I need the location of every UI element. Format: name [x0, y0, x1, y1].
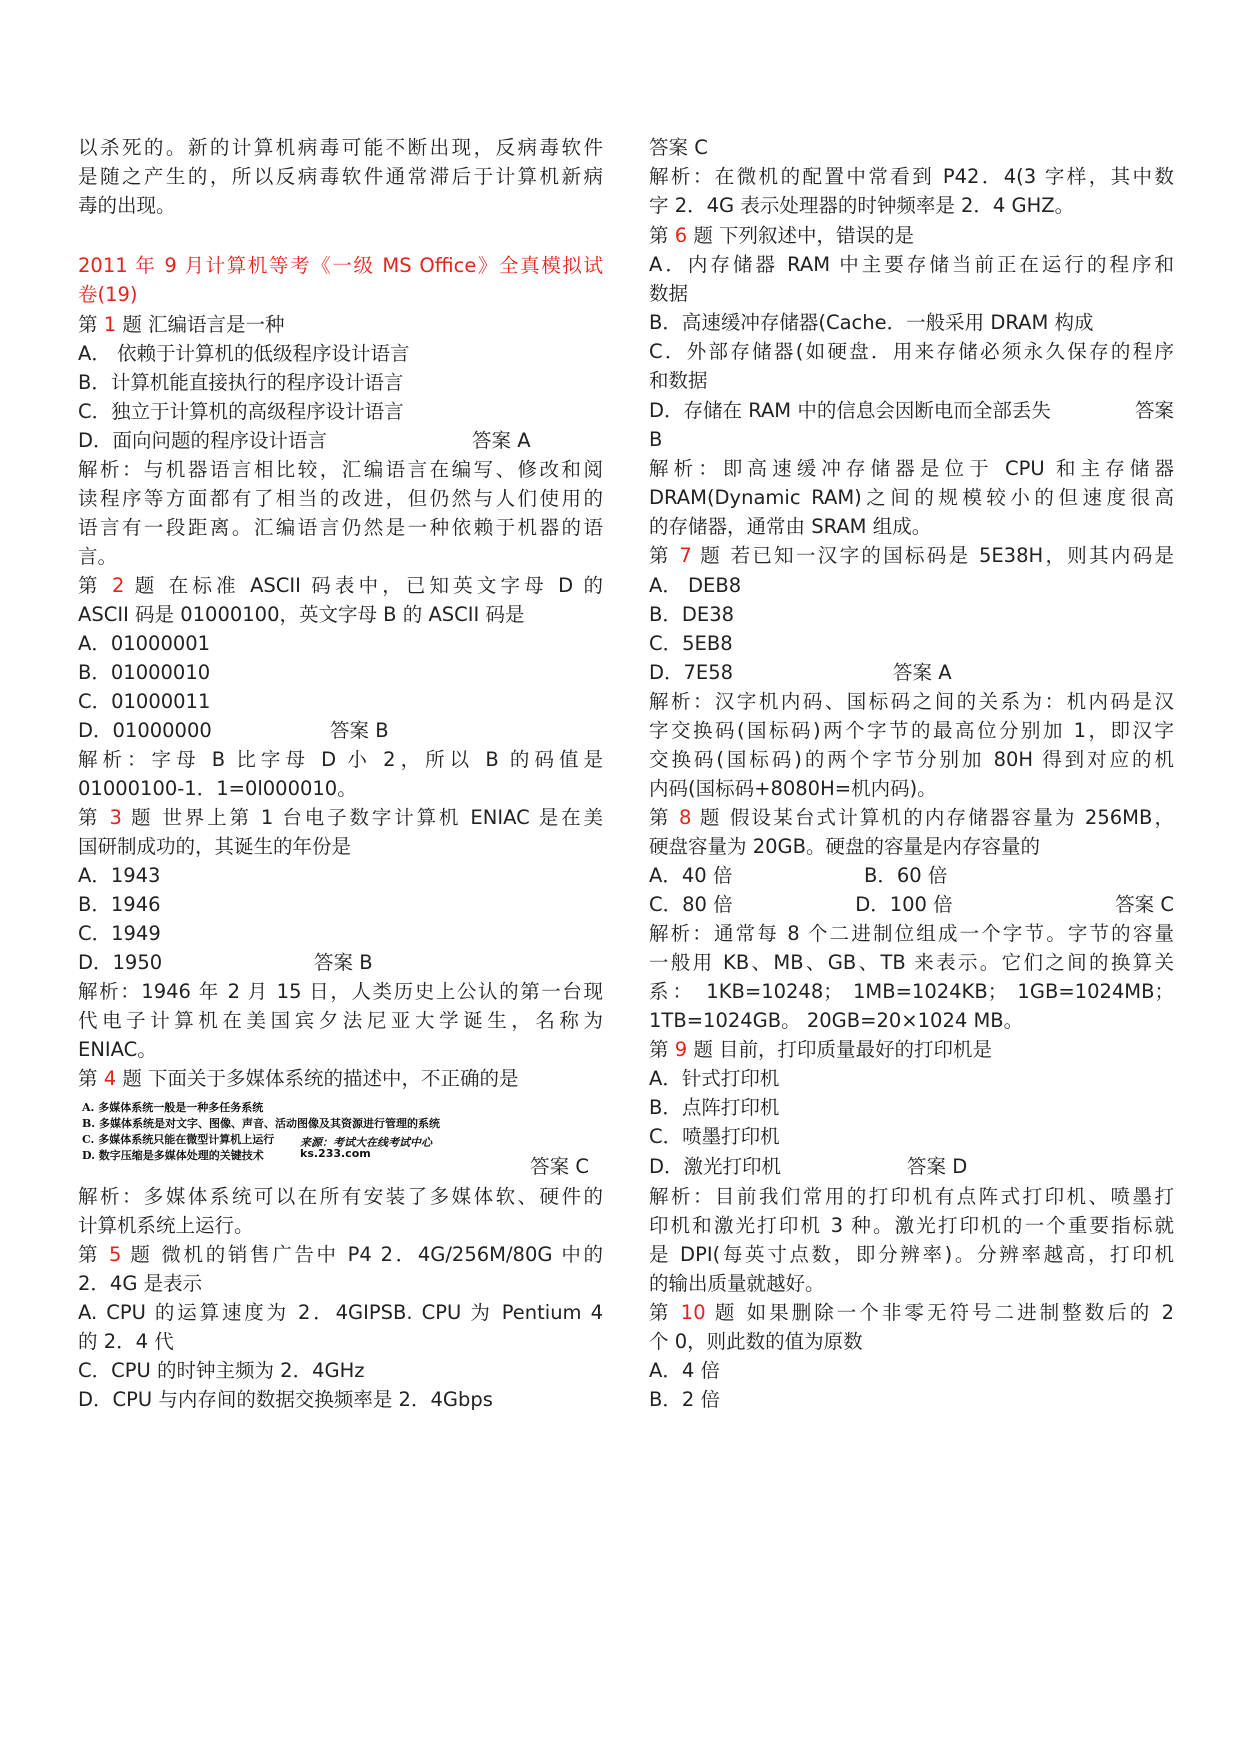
option-with-answer: D．7E58 答案 A — [649, 661, 952, 684]
option-with-answer: D．01000000 答案 B — [78, 719, 389, 742]
explanation: 交换码(国标码)的两个字节分别加 80H 得到对应的机 — [649, 748, 1174, 771]
option: C．外部存储器(如硬盘．用来存储必须永久保存的程序 — [649, 340, 1174, 363]
explanation: 字 2．4G 表示处理器的时钟频率是 2．4 GHZ。 — [649, 194, 1075, 217]
option: B．1946 — [78, 893, 161, 916]
explanation: 1TB=1024GB。 20GB=20×1024 MB。 — [649, 1009, 1024, 1032]
answer: 答案 C — [1115, 893, 1174, 916]
option: A．1943 — [78, 864, 161, 887]
question-4-title: 第 4 题 下面关于多媒体系统的描述中，不正确的是 — [78, 1067, 519, 1090]
option: A．01000001 — [78, 632, 211, 655]
question-6-title: 第 6 题 下列叙述中，错误的是 — [649, 224, 915, 247]
option: A．针式打印机 — [649, 1067, 780, 1090]
option: B．计算机能直接执行的程序设计语言 — [78, 371, 404, 394]
question-9-title: 第 9 题 目前，打印质量最好的打印机是 — [649, 1038, 993, 1061]
option: C．1949 — [78, 922, 161, 945]
answer: 答案 B — [314, 951, 373, 974]
explanation: 读程序等方面都有了相当的改进，但仍然与人们使用的 — [78, 487, 603, 510]
body-text: 是随之产生的，所以反病毒软件通常滞后于计算机新病 — [78, 165, 603, 188]
option: C．喷墨打印机 — [649, 1125, 780, 1148]
explanation: 语言有一段距离。汇编语言仍然是一种依赖于机器的语 — [78, 516, 603, 539]
question-text: 个 0，则此数的值为原数 — [649, 1330, 863, 1353]
option: 的 2．4 代 — [78, 1330, 174, 1353]
watermark: 来源：考试大在线考试中心 — [300, 1136, 432, 1149]
question-text: 硬盘容量为 20GB。硬盘的容量是内存容量的 — [649, 835, 1040, 858]
body-text: 以杀死的。新的计算机病毒可能不断出现，反病毒软件 — [78, 136, 603, 159]
question-5-title: 第 5 题 微机的销售广告中 P4 2．4G/256M/80G 中的 — [78, 1243, 603, 1266]
explanation: 的输出质量就越好。 — [649, 1272, 825, 1295]
explanation: 计算机系统上运行。 — [78, 1214, 254, 1237]
section-heading: 卷(19) — [78, 283, 138, 306]
question-text: 2．4G 是表示 — [78, 1272, 203, 1295]
option: A．4 倍 — [649, 1359, 720, 1382]
answer: 答案 — [1134, 399, 1174, 422]
explanation: 解析：在微机的配置中常看到 P42．4(3 字样，其中数 — [649, 165, 1174, 188]
question-3-title: 第 3 题 世界上第 1 台电子数字计算机 ENIAC 是在美 — [78, 806, 604, 829]
answer: B — [649, 428, 663, 451]
explanation: 内码(国标码+8080H=机内码)。 — [649, 777, 937, 800]
question-1-title: 第 1 题 汇编语言是一种 — [78, 313, 285, 336]
option: D. 数字压缩是多媒体处理的关键技术 — [82, 1149, 264, 1162]
question-text: ASCII 码是 01000100，英文字母 B 的 ASCII 码是 — [78, 603, 525, 626]
option: C．01000011 — [78, 690, 211, 713]
explanation: 言。 — [78, 545, 118, 568]
option: B．点阵打印机 — [649, 1096, 780, 1119]
explanation: DRAM(Dynamic RAM)之间的规模较小的但速度很高 — [649, 486, 1174, 509]
option: B. 多媒体系统是对文字、图像、声音、活动图像及其资源进行管理的系统 — [82, 1117, 440, 1130]
explanation: 解析：字母 B 比字母 D 小 2，所以 B 的码值是 — [78, 748, 603, 771]
option: A. 多媒体系统一般是一种多任务系统 — [82, 1101, 264, 1114]
explanation: 是 DPI(每英寸点数，即分辨率)。分辨率越高，打印机 — [649, 1243, 1174, 1266]
question-10-title: 第 10 题 如果删除一个非零无符号二进制整数后的 2 — [649, 1301, 1174, 1324]
option: D．CPU 与内存间的数据交换频率是 2．4Gbps — [78, 1388, 493, 1411]
option-with-answer: D．面向问题的程序设计语言 答案 A — [78, 429, 531, 452]
option: A． DEB8 — [649, 574, 742, 597]
answer: 答案 A — [893, 661, 952, 684]
explanation: 01000100-1．1=0l000010。 — [78, 777, 357, 800]
option: B．高速缓冲存储器(Cache．一般采用 DRAM 构成 — [649, 311, 1094, 334]
option: B．2 倍 — [649, 1388, 720, 1411]
question-8-title: 第 8 题 假设某台式计算机的内存储器容量为 256MB， — [649, 806, 1174, 829]
explanation: 解析：目前我们常用的打印机有点阵式打印机、喷墨打 — [649, 1185, 1174, 1208]
answer: 答案 C — [649, 136, 708, 159]
answer: 答案 B — [330, 719, 389, 742]
option-with-answer: D．激光打印机 答案 D — [649, 1155, 968, 1178]
explanation: 解析：即高速缓冲存储器是位于 CPU 和主存储器 — [649, 457, 1174, 480]
option: C．独立于计算机的高级程序设计语言 — [78, 400, 404, 423]
option: A． 依赖于计算机的低级程序设计语言 — [78, 342, 410, 365]
option-row: C．80 倍 D．100 倍 答案 C — [649, 888, 1174, 921]
answer: 答案 A — [472, 429, 531, 452]
explanation: 解析：1946 年 2 月 15 日，人类历史上公认的第一台现 — [78, 980, 603, 1003]
answer: 答案 D — [907, 1155, 968, 1178]
explanation: 解析：汉字机内码、国标码之间的关系为：机内码是汉 — [649, 690, 1174, 713]
option: A．内存储器 RAM 中主要存储当前正在运行的程序和 — [649, 253, 1174, 276]
section-heading: 2011 年 9 月计算机等考《一级 MS Office》全真模拟试 — [78, 254, 603, 277]
option: C．5EB8 — [649, 632, 733, 655]
explanation: 的存储器，通常由 SRAM 组成。 — [649, 515, 932, 538]
option: C. 多媒体系统只能在微型计算机上运行 — [82, 1133, 275, 1146]
answer-line — [78, 1150, 603, 1183]
option-with-answer: D．存储在 RAM 中的信息会因断电而全部丢失 答案 — [649, 394, 1174, 427]
explanation: ENIAC。 — [78, 1038, 157, 1061]
question-7-title: 第 7 题 若已知一汉字的国标码是 5E38H，则其内码是 — [649, 544, 1174, 567]
explanation: 系： 1KB=10248； 1MB=1024KB； 1GB=1024MB； — [649, 980, 1174, 1003]
option: C．CPU 的时钟主频为 2．4GHz — [78, 1359, 365, 1382]
option-with-answer: D．1950 答案 B — [78, 951, 373, 974]
option: A. CPU 的运算速度为 2．4GIPSB. CPU 为 Pentium 4 — [78, 1301, 603, 1324]
explanation: 字交换码(国标码)两个字节的最高位分别加 1，即汉字 — [649, 719, 1174, 742]
explanation: 代电子计算机在美国宾夕法尼亚大学诞生，名称为 — [78, 1009, 603, 1032]
watermark: ks.233.com — [300, 1147, 371, 1160]
explanation: 解析：通常每 8 个二进制位组成一个字节。字节的容量 — [649, 922, 1174, 945]
option: B．DE38 — [649, 603, 735, 626]
explanation: 解析：多媒体系统可以在所有安装了多媒体软、硬件的 — [78, 1185, 603, 1208]
explanation: 一般用 KB、MB、GB、TB 来表示。它们之间的换算关 — [649, 951, 1174, 974]
answer: 答案 C — [530, 1155, 589, 1178]
option: B．01000010 — [78, 661, 211, 684]
explanation: 解析：与机器语言相比较，汇编语言在编写、修改和阅 — [78, 458, 603, 481]
question-2-title: 第 2 题 在标准 ASCII 码表中，已知英文字母 D 的 — [78, 574, 604, 597]
option: 和数据 — [649, 369, 708, 392]
option-row: A．40 倍 B．60 倍 — [649, 864, 948, 887]
option: 数据 — [649, 282, 689, 305]
explanation: 印机和激光打印机 3 种。激光打印机的一个重要指标就 — [649, 1214, 1174, 1237]
question-text: 国研制成功的，其诞生的年份是 — [78, 835, 352, 858]
body-text: 毒的出现。 — [78, 194, 176, 217]
